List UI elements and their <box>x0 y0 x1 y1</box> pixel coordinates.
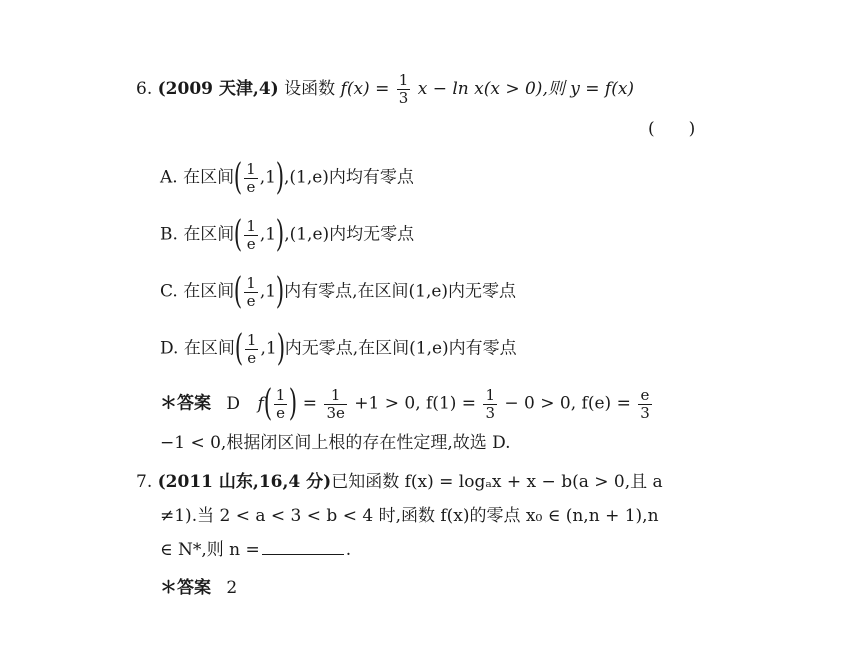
q7-answer <box>160 577 237 599</box>
sol-b-num: 1 <box>485 385 495 404</box>
q6-frac-den: 3 <box>398 89 409 107</box>
q7-source: (2011 山东,16,4 分) <box>157 472 332 492</box>
option-post: ,(1,e)内均有零点 <box>283 167 414 188</box>
q6-stem-b: x − ln x(x > 0),则 y = f(x) <box>417 79 635 99</box>
sol-a-den: 3e <box>326 403 345 422</box>
option-frac-den: e <box>246 291 256 310</box>
option-letter: B. <box>160 224 178 245</box>
answer-blank[interactable] <box>262 554 344 555</box>
answer-value: 2 <box>226 578 238 598</box>
q6-fraction <box>397 72 411 107</box>
right-paren: ) <box>289 383 298 424</box>
option-frac-num: 1 <box>246 330 257 349</box>
answer-label: ＊答案 <box>160 393 211 414</box>
q7-line3-a: ∈ N*,则 n = <box>160 540 260 560</box>
q6-option-a <box>160 157 414 198</box>
sol-b-den: 3 <box>485 403 495 422</box>
left-paren: ( <box>233 157 243 198</box>
option-frac-den: e <box>246 234 256 253</box>
q6-solution-line1 <box>160 383 654 424</box>
sol-eq1: = <box>302 393 318 414</box>
q6-f-of-x: f(x) <box>340 79 370 99</box>
answer-value: D <box>226 393 241 414</box>
option-pre: 在区间 <box>183 224 235 245</box>
q6-stem-a: 设函数 <box>284 79 336 99</box>
right-paren: ) <box>275 271 285 312</box>
sol-mid1: +1 > 0, f(1) = <box>354 393 477 414</box>
option-letter: D. <box>160 338 179 359</box>
sol-a-num: 1 <box>324 387 346 405</box>
option-after: ,1 <box>260 338 277 359</box>
right-paren: ) <box>276 328 285 369</box>
q6-option-b <box>160 214 415 255</box>
q7-number: 7. <box>136 472 153 492</box>
sol-c-num: e <box>638 387 652 405</box>
sol-c-fraction <box>638 387 652 422</box>
right-paren: ) <box>275 157 285 198</box>
option-fraction <box>244 218 258 253</box>
option-letter: A. <box>160 167 178 188</box>
q6-number: 6. <box>136 79 153 99</box>
option-post: 内无零点,在区间(1,e)内有零点 <box>284 338 517 359</box>
q6-stem <box>136 72 634 107</box>
left-paren: ( <box>234 271 243 312</box>
sol-a-fraction <box>324 387 346 422</box>
left-paren: ( <box>234 214 243 255</box>
sol-f: f <box>257 393 264 414</box>
sol-f-num: 1 <box>275 385 286 404</box>
q7-line3 <box>160 539 351 561</box>
option-fraction <box>244 275 258 310</box>
q7-line2: ≠1).当 2 < a < 3 < b < 4 时,函数 f(x)的零点 x₀ ∈ (n,n + 1),n <box>160 506 659 526</box>
sol-f-den: e <box>276 403 286 422</box>
option-after: ,1 <box>259 224 277 245</box>
option-fraction <box>244 161 258 196</box>
q7-line1 <box>136 471 663 493</box>
option-after: ,1 <box>259 167 276 188</box>
q7-line1-rest: 已知函数 f(x) = logₐx + x − b(a > 0,且 a <box>331 472 663 492</box>
option-frac-num: 1 <box>246 159 256 178</box>
q6-frac-num: 1 <box>398 71 409 89</box>
q6-option-c <box>160 271 517 312</box>
q7-line3-end: . <box>345 540 352 560</box>
sol-c-den: 3 <box>640 403 650 422</box>
option-after: ,1 <box>259 281 277 302</box>
option-frac-num: 1 <box>246 216 256 235</box>
option-pre: 在区间 <box>183 167 235 188</box>
q6-source: (2009 天津,4) <box>157 79 279 99</box>
option-post: ,(1,e)内均无零点 <box>284 224 415 245</box>
sol-f-fraction <box>274 387 288 422</box>
sol-b-fraction <box>483 387 497 422</box>
left-paren: ( <box>263 383 272 424</box>
left-paren: ( <box>234 328 244 369</box>
q6-eq: = <box>375 79 390 99</box>
option-frac-den: e <box>246 177 256 196</box>
sol-mid2: − 0 > 0, f(e) = <box>504 393 631 414</box>
q6-option-d <box>160 328 517 369</box>
q6-solution-line2: −1 < 0,根据闭区间上根的存在性定理,故选 D. <box>160 433 511 453</box>
option-letter: C. <box>160 281 178 302</box>
option-frac-num: 1 <box>246 273 256 292</box>
option-pre: 在区间 <box>183 281 235 302</box>
option-fraction <box>245 332 259 367</box>
option-post: 内有零点,在区间(1,e)内无零点 <box>284 281 517 302</box>
right-paren: ) <box>275 214 285 255</box>
answer-label: ＊答案 <box>160 578 211 598</box>
q6-answer-bracket: ( ) <box>648 119 696 139</box>
option-pre: 在区间 <box>183 338 235 359</box>
option-frac-den: e <box>247 348 257 367</box>
